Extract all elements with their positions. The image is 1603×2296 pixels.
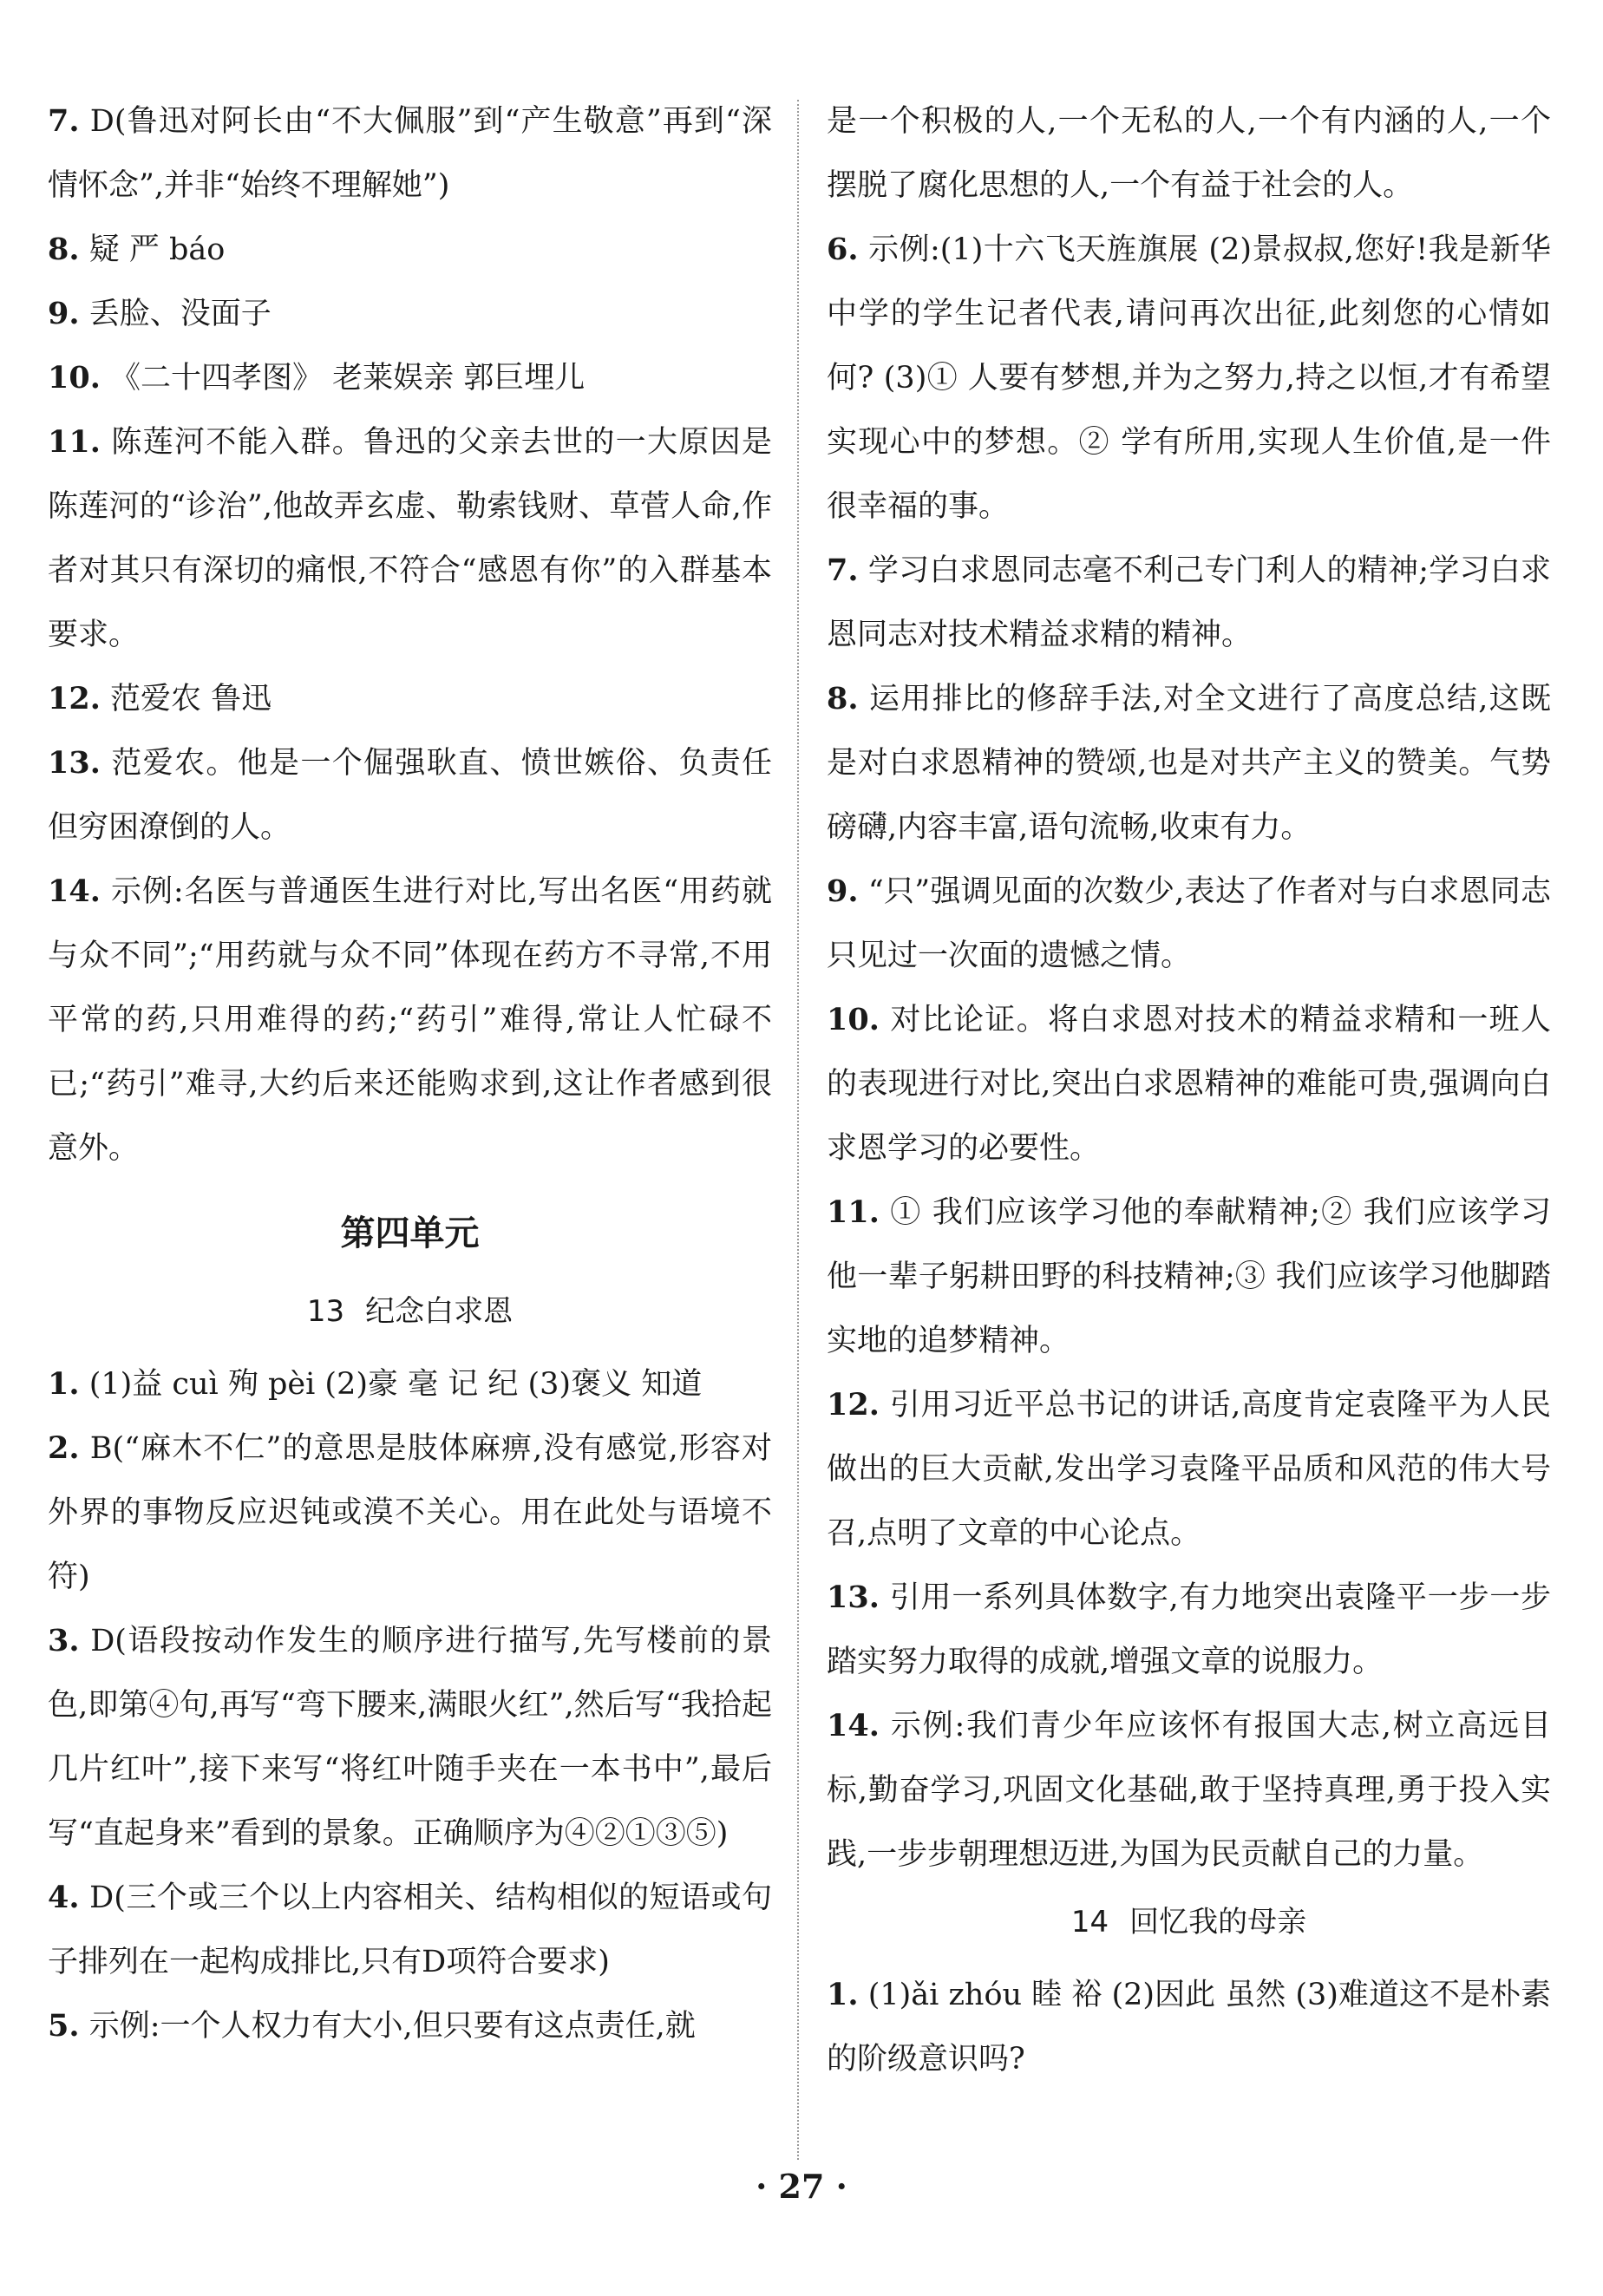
answer-item	[827, 218, 1551, 539]
answer-number: 6.	[827, 232, 859, 267]
answer-text: 陈莲河不能入群。鲁迅的父亲去世的一大原因是陈莲河的“诊治”,他故弄玄虚、勒索钱财、草菅人命,作者对其只有深切的痛恨,不符合“感恩有你”的入群基本要求。	[48, 425, 772, 652]
answer-item	[48, 1994, 772, 2058]
answer-number: 7.	[48, 103, 80, 139]
right-column	[827, 89, 1551, 2091]
answer-text: (1)ǎi zhóu 睦 裕 (2)因此 虽然 (3)难道这不是朴素的阶级意识吗?	[827, 1978, 1551, 2077]
answer-number: 10.	[48, 360, 101, 396]
answer-number: 10.	[827, 1002, 880, 1037]
column-divider	[797, 100, 799, 2160]
answer-number: 9.	[48, 296, 80, 331]
answer-text: 示例:名医与普通医生进行对比,写出名医“用药就与众不同”;“用药就与众不同”体现在药方不寻常,不用平常的药,只用难得的药;“药引”难得,常让人忙碌不已;“药引”难寻,大约后来还能购求到,这让作者感到很意外。	[48, 874, 772, 1166]
answer-number: 1.	[827, 1977, 859, 2012]
answer-item	[827, 1963, 1551, 2091]
answer-item	[827, 667, 1551, 860]
left-column	[48, 89, 772, 2058]
answer-item	[48, 1866, 772, 1994]
answer-number: 2.	[48, 1430, 80, 1466]
answer-number: 4.	[48, 1880, 80, 1915]
answer-number: 14.	[827, 1708, 880, 1743]
answer-item	[48, 667, 772, 731]
lesson-number: 14	[1070, 1905, 1109, 1939]
answer-number: 8.	[827, 681, 859, 716]
answer-number: 1.	[48, 1366, 80, 1402]
answer-text: D(鲁迅对阿长由“不大佩服”到“产生敬意”再到“深情怀念”,并非“始终不理解她”)	[48, 104, 772, 203]
answer-item	[48, 1352, 772, 1416]
answer-item	[48, 731, 772, 860]
lesson-name: 纪念白求恩	[365, 1294, 514, 1329]
answer-text: 示例:(1)十六飞天旌旗展 (2)景叔叔,您好!我是新华中学的学生记者代表,请问再次出征,此刻您的心情如何? (3)① 人要有梦想,并为之努力,持之以恒,才有希望实现心中的梦想。② 学有所用,实现人生价值,是一件很幸福的事。	[827, 232, 1551, 524]
answer-number: 8.	[48, 232, 80, 267]
answer-text: 学习白求恩同志毫不利己专门利人的精神;学习白求恩同志对技术精益求精的精神。	[827, 553, 1551, 652]
answer-item	[827, 860, 1551, 988]
answer-item	[48, 346, 772, 410]
answer-list-left-top	[48, 89, 772, 1181]
answer-number: 7.	[827, 553, 859, 588]
answer-number: 13.	[48, 745, 101, 781]
answer-number: 13.	[827, 1580, 880, 1615]
answer-text: 范爱农 鲁迅	[110, 682, 272, 716]
answer-list-right-top	[827, 218, 1551, 1887]
answer-item	[48, 1416, 772, 1609]
answer-item	[48, 218, 772, 282]
unit-title: 第四单元	[340, 1213, 480, 1253]
answer-text: (1)益 cuì 殉 pèi (2)豪 毫 记 纪 (3)褒义 知道	[88, 1367, 703, 1402]
answer-text: 运用排比的修辞手法,对全文进行了高度总结,这既是对白求恩精神的赞颂,也是对共产主义的赞美。气势磅礴,内容丰富,语句流畅,收束有力。	[827, 682, 1551, 845]
page-number: · 27 ·	[756, 2167, 847, 2206]
continuation-text: 是一个积极的人,一个无私的人,一个有内涵的人,一个摆脱了腐化思想的人,一个有益于社会的人。	[827, 104, 1551, 203]
answer-item	[48, 89, 772, 218]
answer-item	[827, 1566, 1551, 1694]
answer-text: 示例:我们青少年应该怀有报国大志,树立高远目标,勤奋学习,巩固文化基础,敢于坚持真理,勇于投入实践,一步步朝理想迈进,为国为民贡献自己的力量。	[827, 1709, 1551, 1872]
answer-number: 3.	[48, 1623, 80, 1658]
answer-number: 11.	[48, 424, 101, 460]
answer-text: 范爱农。他是一个倔强耿直、愤世嫉俗、负责任但穷困潦倒的人。	[48, 746, 772, 845]
answer-number: 14.	[48, 873, 101, 909]
answer-text: 引用一系列具体数字,有力地突出袁隆平一步一步踏实努力取得的成就,增强文章的说服力。	[827, 1580, 1551, 1679]
answer-item	[827, 988, 1551, 1181]
answer-number: 12.	[48, 681, 101, 716]
answer-item	[48, 1609, 772, 1866]
answer-text: D(语段按动作发生的顺序进行描写,先写楼前的景色,即第④句,再写“弯下腰来,满眼火红”,然后写“我拾起几片红叶”,接下来写“将红叶随手夹在一本书中”,最后写“直起身来”看到的景象。正确顺序为④②①③⑤)	[48, 1624, 772, 1851]
answer-item	[48, 282, 772, 346]
answer-item	[48, 860, 772, 1181]
answer-number: 9.	[827, 873, 859, 909]
answer-text: ① 我们应该学习他的奉献精神;② 我们应该学习他一辈子躬耕田野的科技精神;③ 我们应该学习他脚踏实地的追梦精神。	[827, 1195, 1551, 1358]
lesson-title-14	[827, 1890, 1551, 1954]
answer-text: 对比论证。将白求恩对技术的精益求精和一班人的表现进行对比,突出白求恩精神的难能可贵,强调向白求恩学习的必要性。	[827, 1003, 1551, 1166]
answer-text: 引用习近平总书记的讲话,高度肯定袁隆平为人民做出的巨大贡献,发出学习袁隆平品质和风范的伟大号召,点明了文章的中心论点。	[827, 1388, 1551, 1551]
answer-number: 5.	[48, 2008, 80, 2044]
answer-text: 示例:一个人权力有大小,但只要有这点责任,就	[88, 2009, 696, 2044]
lesson-number: 13	[306, 1294, 345, 1329]
answer-item	[827, 1694, 1551, 1887]
answer-number: 12.	[827, 1387, 880, 1423]
answer-item	[827, 1181, 1551, 1373]
answer-item	[827, 1373, 1551, 1566]
answer-text: 丢脸、没面子	[88, 297, 272, 331]
answer-item	[827, 539, 1551, 667]
answer-text: “只”强调见面的次数少,表达了作者对与白求恩同志只见过一次面的遗憾之情。	[827, 874, 1551, 973]
lesson-name: 回忆我的母亲	[1129, 1905, 1307, 1939]
answer-item	[48, 410, 772, 667]
answer-number: 11.	[827, 1194, 880, 1230]
lesson-title-13	[48, 1279, 772, 1344]
answer-list-left-bottom	[48, 1352, 772, 2058]
answer-text: 疑 严 báo	[88, 232, 226, 267]
answer-text: B(“麻木不仁”的意思是肢体麻痹,没有感觉,形容对外界的事物反应迟钝或漠不关心。用在此处与语境不符)	[48, 1431, 772, 1594]
answer-text: D(三个或三个以上内容相关、结构相似的短语或句子排列在一起构成排比,只有D项符合要求)	[48, 1881, 772, 1979]
answer-list-right-bottom	[827, 1963, 1551, 2091]
answer-text: 《二十四孝图》 老莱娱亲 郭巨埋儿	[110, 361, 586, 396]
